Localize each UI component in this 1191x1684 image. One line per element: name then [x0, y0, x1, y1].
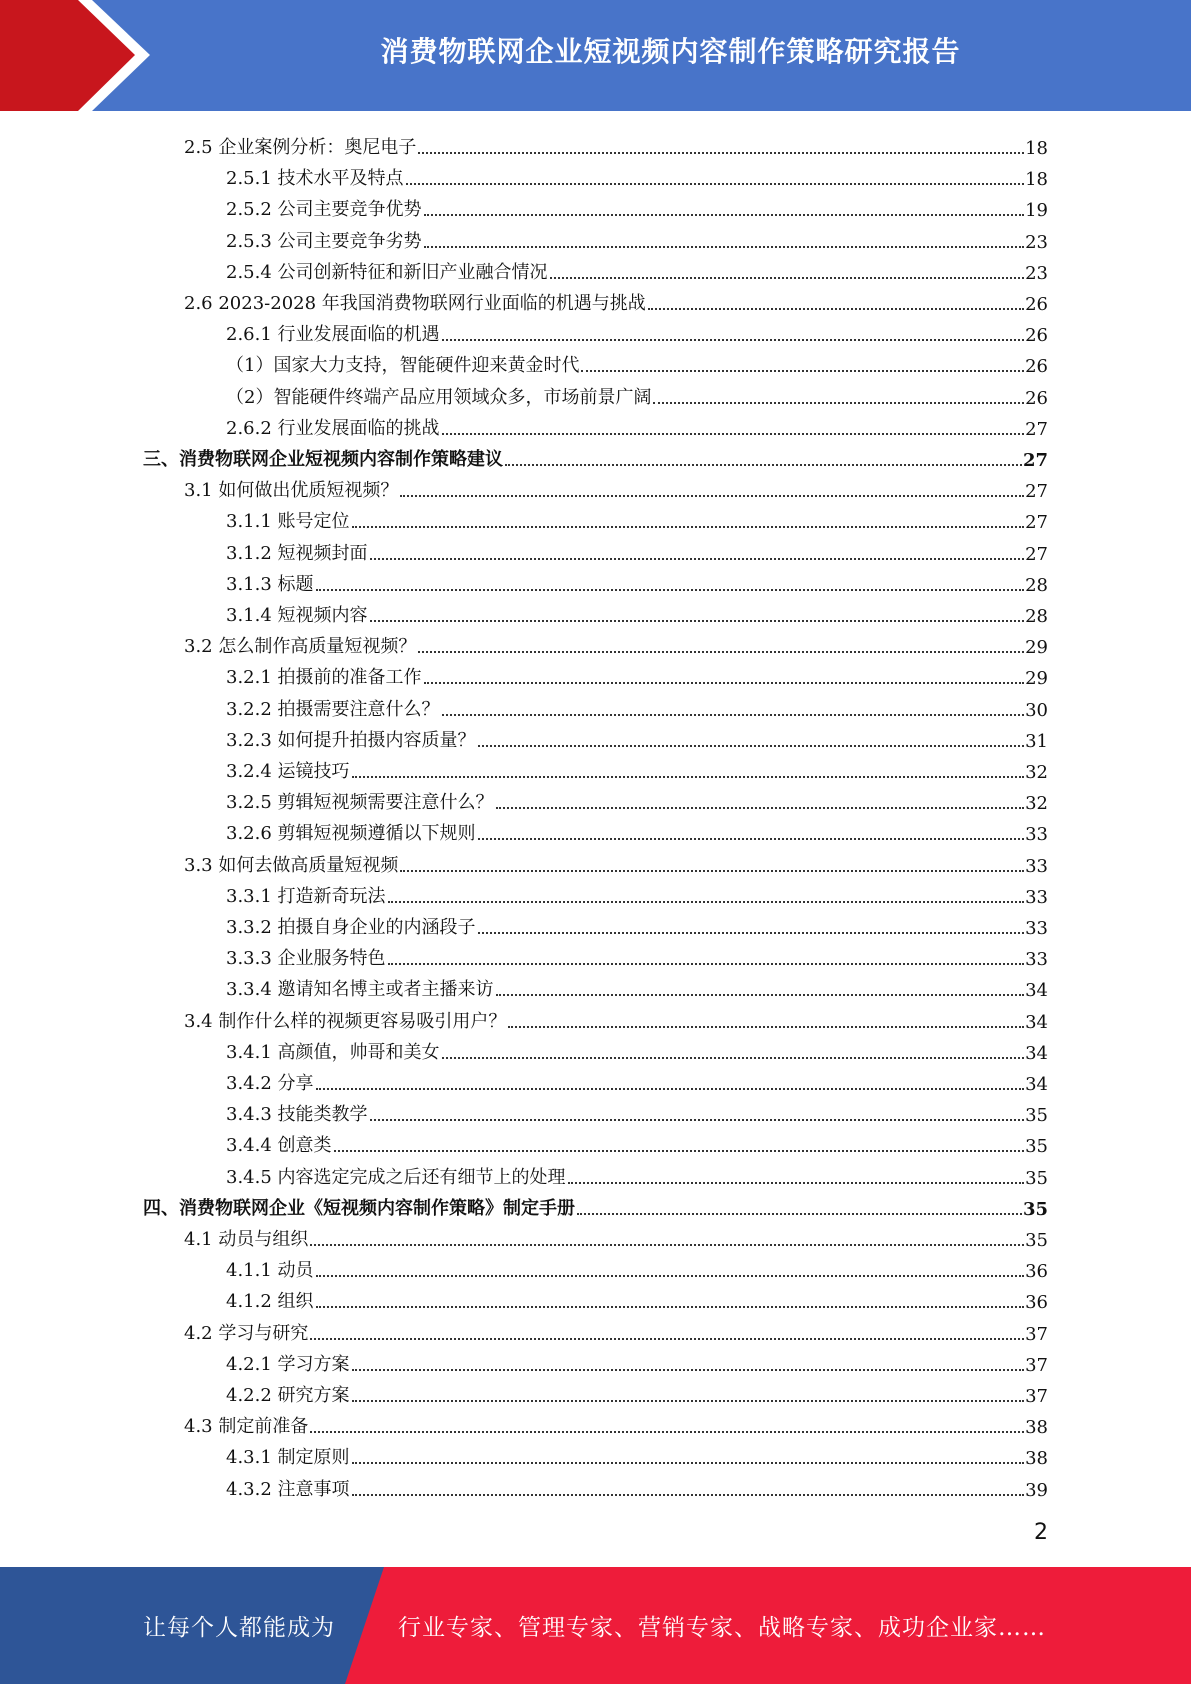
toc-entry-page: 33: [1025, 918, 1048, 939]
toc-entry[interactable]: [226, 690, 1048, 721]
toc-entry-title: 3.2.6 剪辑短视频遵循以下规则: [226, 823, 476, 845]
toc-entry[interactable]: [184, 471, 1048, 502]
toc-entry-page: 27: [1022, 450, 1048, 471]
toc-leader-dots: [400, 870, 1024, 872]
toc-leader-dots: [352, 526, 1025, 528]
toc-entry-title: 2.5.4 公司创新特征和新旧产业融合情况: [226, 261, 548, 283]
toc-entry-page: 27: [1025, 512, 1048, 534]
toc-leader-dots: [442, 339, 1025, 341]
footer-slogan-right: 行业专家、管理专家、营销专家、战略专家、成功企业家……: [398, 1615, 1046, 1641]
header-arrow-decoration: [0, 0, 170, 111]
toc-leader-dots: [388, 963, 1025, 965]
toc-entry-title: 3.2.4 运镜技巧: [226, 761, 350, 782]
toc-entry-page: 34: [1025, 1042, 1048, 1064]
toc-entry[interactable]: [184, 1002, 1048, 1033]
toc-entry[interactable]: [184, 284, 1048, 315]
toc-leader-dots: [505, 464, 1022, 466]
toc-entry-title: 三、消费物联网企业短视频内容制作策略建议: [143, 449, 503, 470]
toc-leader-dots: [478, 932, 1025, 934]
toc-entry-page: 38: [1025, 1448, 1048, 1470]
toc-entry-page: 27: [1025, 543, 1048, 565]
toc-leader-dots: [653, 402, 1024, 404]
toc-entry-page: 34: [1025, 1011, 1048, 1033]
toc-leader-dots: [418, 651, 1024, 653]
toc-entry-title: 3.4.2 分享: [226, 1073, 314, 1094]
report-title: 消费物联网企业短视频内容制作策略研究报告: [380, 35, 961, 68]
toc-entry-page: 27: [1025, 481, 1048, 503]
toc-entry[interactable]: [226, 1158, 1048, 1189]
toc-leader-dots: [442, 714, 1025, 716]
toc-entry-title: （1）国家大力支持，智能硬件迎来黄金时代: [226, 355, 580, 377]
toc-leader-dots: [352, 1462, 1025, 1464]
toc-entry[interactable]: [226, 752, 1048, 783]
toc-entry[interactable]: [226, 596, 1048, 627]
toc-leader-dots: [442, 1057, 1025, 1059]
toc-entry[interactable]: [143, 440, 1048, 471]
toc-entry-page: 26: [1025, 356, 1048, 378]
toc-leader-dots: [478, 838, 1025, 840]
toc-entry-title: 3.2.3 如何提升拍摄内容质量？: [226, 729, 476, 751]
toc-entry-page: 19: [1025, 200, 1048, 222]
toc-entry-title: 4.2 学习与研究: [184, 1322, 309, 1344]
toc-entry-title: 3.3 如何去做高质量短视频: [184, 854, 399, 876]
toc-leader-dots: [424, 214, 1025, 216]
toc-entry[interactable]: [184, 1314, 1048, 1345]
toc-entry-page: 34: [1025, 980, 1048, 1002]
toc-entry-title: 3.2.5 剪辑短视频需要注意什么？: [226, 792, 494, 814]
toc-leader-dots: [478, 745, 1025, 747]
toc-entry-title: 2.6.1 行业发展面临的机遇: [226, 324, 440, 346]
toc-leader-dots: [400, 495, 1024, 497]
toc-leader-dots: [496, 994, 1025, 996]
toc-entry-page: 23: [1025, 231, 1048, 253]
toc-entry[interactable]: [226, 783, 1048, 814]
toc-entry-title: 3.2.1 拍摄前的准备工作: [226, 667, 422, 689]
toc-leader-dots: [442, 433, 1025, 435]
toc-entry-title: 2.6.2 行业发展面临的挑战: [226, 417, 440, 439]
toc-entry-title: 3.1 如何做出优质短视频？: [184, 480, 399, 502]
toc-leader-dots: [370, 1119, 1025, 1121]
toc-entry-page: 36: [1025, 1261, 1048, 1283]
toc-entry-page: 39: [1025, 1479, 1048, 1501]
toc-entry[interactable]: [226, 159, 1048, 190]
toc-entry[interactable]: [184, 1407, 1048, 1438]
toc-entry-page: 26: [1025, 325, 1048, 347]
toc-leader-dots: [424, 682, 1025, 684]
footer-slogan-left: 让每个人都能成为: [143, 1615, 335, 1641]
toc-leader-dots: [581, 370, 1024, 372]
toc-entry[interactable]: [226, 253, 1048, 284]
toc-entry[interactable]: [226, 877, 1048, 908]
toc-entry-title: 四、消费物联网企业《短视频内容制作策略》制定手册: [143, 1197, 575, 1219]
toc-entry-page: 35: [1025, 1105, 1048, 1127]
toc-entry[interactable]: [226, 1064, 1048, 1095]
toc-entry-page: 34: [1025, 1074, 1048, 1095]
toc-leader-dots: [310, 1244, 1024, 1246]
toc-entry-page: 32: [1025, 762, 1048, 783]
toc-entry-page: 37: [1025, 1354, 1048, 1376]
toc-entry-page: 37: [1025, 1386, 1048, 1407]
toc-entry-title: 3.4.3 技能类教学: [226, 1104, 368, 1126]
toc-entry-page: 31: [1025, 730, 1048, 752]
toc-entry[interactable]: [226, 502, 1048, 533]
toc-leader-dots: [316, 1088, 1025, 1090]
toc-leader-dots: [370, 620, 1025, 622]
toc-entry-page: 18: [1025, 138, 1048, 159]
toc-entry[interactable]: [226, 534, 1048, 565]
toc-leader-dots: [370, 558, 1025, 560]
toc-entry[interactable]: [226, 1376, 1048, 1407]
toc-entry-title: 2.5.1 技术水平及特点: [226, 168, 404, 190]
toc-entry-page: 38: [1025, 1417, 1048, 1439]
toc-entry-title: 3.1.4 短视频内容: [226, 605, 368, 626]
toc-entry-title: 3.4.4 创意类: [226, 1135, 332, 1157]
toc-entry-title: 3.4.5 内容选定完成之后还有细节上的处理: [226, 1166, 566, 1188]
toc-entry-title: 4.1.1 动员: [226, 1260, 314, 1282]
toc-entry-page: 28: [1025, 606, 1048, 627]
toc-leader-dots: [310, 1431, 1024, 1433]
toc-entry[interactable]: [184, 846, 1048, 877]
toc-entry-title: 3.3.3 企业服务特色: [226, 948, 386, 970]
toc-leader-dots: [424, 246, 1025, 248]
toc-entry-title: 4.1 动员与组织: [184, 1229, 309, 1250]
toc-leader-dots: [352, 1494, 1025, 1496]
toc-entry-title: 2.5 企业案例分析：奥尼电子: [184, 137, 417, 158]
toc-entry-title: 4.2.2 研究方案: [226, 1385, 350, 1406]
toc-leader-dots: [568, 1182, 1025, 1184]
toc-entry-page: 35: [1025, 1230, 1048, 1251]
toc-leader-dots: [577, 1213, 1022, 1215]
toc-entry-title: 4.3 制定前准备: [184, 1416, 309, 1438]
toc-entry[interactable]: [226, 1033, 1048, 1064]
toc-entry-title: （2）智能硬件终端产品应用领域众多，市场前景广阔: [226, 386, 652, 408]
toc-entry-page: 28: [1025, 574, 1048, 596]
toc-leader-dots: [334, 1150, 1025, 1152]
toc-entry[interactable]: [226, 378, 1048, 409]
toc-leader-dots: [352, 1400, 1025, 1402]
toc-entry[interactable]: [226, 721, 1048, 752]
page-footer: [0, 1567, 1191, 1684]
toc-entry[interactable]: [184, 128, 1048, 159]
toc-entry-page: 30: [1025, 699, 1048, 721]
toc-leader-dots: [388, 901, 1025, 903]
toc-entry-page: 33: [1025, 855, 1048, 877]
toc-entry[interactable]: [226, 409, 1048, 440]
toc-entry[interactable]: [226, 1470, 1048, 1501]
toc-entry-title: 3.3.4 邀请知名博主或者主播来访: [226, 979, 494, 1001]
toc-entry-page: 36: [1025, 1292, 1048, 1314]
toc-leader-dots: [418, 152, 1024, 154]
toc-entry[interactable]: [226, 315, 1048, 346]
toc-leader-dots: [316, 1306, 1025, 1308]
toc-leader-dots: [352, 1369, 1025, 1371]
toc-entry[interactable]: [226, 658, 1048, 689]
toc-entry-page: 29: [1025, 668, 1048, 690]
toc-entry-title: 2.5.2 公司主要竞争优势: [226, 199, 422, 221]
toc-entry-title: 3.4.1 高颜值，帅哥和美女: [226, 1041, 440, 1063]
toc-entry-page: 33: [1025, 824, 1048, 846]
toc-leader-dots: [508, 1026, 1024, 1028]
toc-entry[interactable]: [226, 1126, 1048, 1157]
toc-entry-title: 4.2.1 学习方案: [226, 1353, 350, 1375]
toc-entry-title: 3.1.2 短视频封面: [226, 542, 368, 564]
toc-leader-dots: [316, 589, 1025, 591]
toc-leader-dots: [496, 807, 1025, 809]
toc-leader-dots: [406, 183, 1025, 185]
toc-entry-title: 4.3.2 注意事项: [226, 1478, 350, 1500]
toc-entry[interactable]: [184, 1220, 1048, 1251]
toc-entry-page: 26: [1025, 294, 1048, 315]
toc-entry-title: 2.6 2023-2028 年我国消费物联网行业面临的机遇与挑战: [184, 293, 646, 314]
toc-entry[interactable]: [226, 970, 1048, 1001]
toc-leader-dots: [352, 776, 1025, 778]
toc-entry[interactable]: [226, 1095, 1048, 1126]
toc-entry-page: 33: [1025, 886, 1048, 908]
toc-entry-page: 35: [1025, 1136, 1048, 1158]
toc-entry[interactable]: [226, 346, 1048, 377]
toc-entry-title: 4.1.2 组织: [226, 1291, 314, 1313]
toc-entry-page: 18: [1025, 169, 1048, 191]
toc-entry-page: 35: [1022, 1198, 1048, 1220]
toc-leader-dots: [316, 1275, 1025, 1277]
toc-entry[interactable]: [226, 222, 1048, 253]
toc-entry[interactable]: [226, 1282, 1048, 1313]
toc-entry[interactable]: [226, 190, 1048, 221]
toc-entry[interactable]: [226, 1345, 1048, 1376]
toc-entry-title: 4.3.1 制定原则: [226, 1447, 350, 1469]
toc-entry-title: 3.1.3 标题: [226, 573, 314, 595]
toc-entry-page: 37: [1025, 1323, 1048, 1345]
toc-entry-page: 26: [1025, 387, 1048, 409]
toc-entry[interactable]: [226, 1438, 1048, 1469]
toc-entry[interactable]: [226, 908, 1048, 939]
toc-entry[interactable]: [143, 1189, 1048, 1220]
toc-entry-title: 3.3.1 打造新奇玩法: [226, 885, 386, 907]
toc-entry-page: 23: [1025, 262, 1048, 284]
toc-entry[interactable]: [226, 939, 1048, 970]
toc-entry-page: 27: [1025, 418, 1048, 440]
toc-entry-title: 3.4 制作什么样的视频更容易吸引用户？: [184, 1010, 507, 1032]
toc-leader-dots: [648, 308, 1024, 310]
toc-entry[interactable]: [226, 565, 1048, 596]
toc-entry-title: 3.3.2 拍摄自身企业的内涵段子: [226, 917, 476, 938]
toc-entry[interactable]: [184, 627, 1048, 658]
toc-entry-page: 33: [1025, 949, 1048, 971]
toc-entry-page: 32: [1025, 793, 1048, 815]
page-number: 2: [1034, 1520, 1048, 1545]
page-header: [0, 0, 1191, 111]
toc-entry-page: 35: [1025, 1167, 1048, 1189]
toc-entry-title: 2.5.3 公司主要竞争劣势: [226, 230, 422, 252]
toc-entry-title: 3.2.2 拍摄需要注意什么？: [226, 698, 440, 720]
toc-entry-page: 29: [1025, 637, 1048, 659]
toc-entry-title: 3.1.1 账号定位: [226, 511, 350, 533]
toc-leader-dots: [550, 277, 1025, 279]
arrow-red-shape: [0, 0, 135, 111]
toc-entry-title: 3.2 怎么制作高质量短视频？: [184, 636, 417, 658]
toc-entry[interactable]: [226, 814, 1048, 845]
toc-entry[interactable]: [226, 1251, 1048, 1282]
toc-leader-dots: [310, 1338, 1024, 1340]
